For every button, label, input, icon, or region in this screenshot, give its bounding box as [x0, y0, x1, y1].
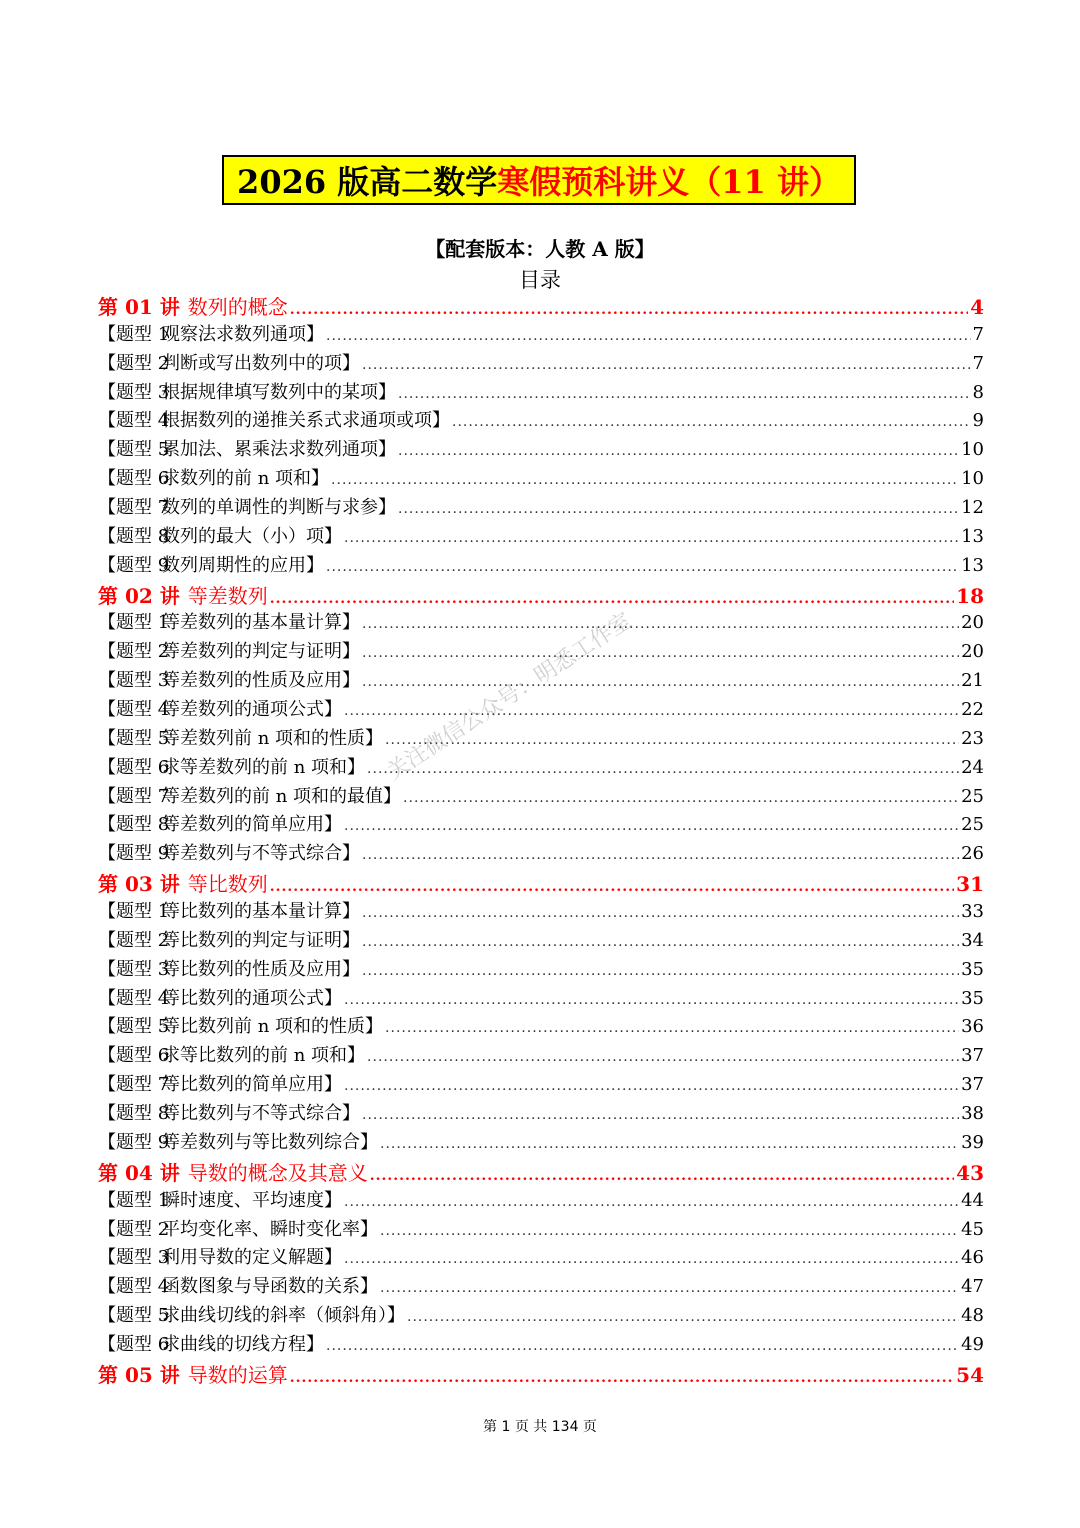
toc-leader-dots	[362, 963, 959, 979]
toc-leader-dots	[326, 1338, 959, 1354]
toc-page-number: 48	[961, 1305, 984, 1327]
toc-page-number: 35	[961, 958, 984, 980]
toc-leader-dots	[344, 703, 959, 719]
page-footer: 第 1 页 共 134 页	[483, 1419, 597, 1435]
toc-leader-dots	[398, 501, 959, 517]
toc-entry-name: 数列的最大（小）项】	[162, 525, 342, 547]
toc-entry-number: 第 03 讲	[98, 872, 180, 897]
toc-page-number: 47	[961, 1276, 984, 1298]
toc-page-number: 8	[972, 381, 984, 403]
toc-page-number: 54	[956, 1362, 984, 1387]
toc-entry-number: 【题型 9	[98, 843, 170, 865]
toc-type-row[interactable]	[98, 984, 984, 1013]
toc-entry-name: 等差数列的前 n 项和的最值】	[162, 785, 402, 807]
toc-entry-label	[98, 1099, 360, 1125]
toc-leader-dots	[362, 934, 959, 950]
toc-type-row[interactable]	[98, 753, 984, 782]
toc-entry-number: 【题型 1	[98, 901, 170, 923]
toc-entry-number: 【题型 4	[98, 987, 170, 1009]
toc-entry-name: 求曲线切线的斜率（倾斜角）】	[162, 1305, 405, 1327]
toc-type-row[interactable]	[98, 724, 984, 753]
toc-entry-name: 判断或写出数列中的项】	[162, 352, 360, 374]
toc-entry-label	[98, 464, 329, 490]
toc-entry-label	[98, 291, 288, 320]
toc-page-number: 34	[961, 929, 984, 951]
toc-leader-dots	[362, 674, 959, 690]
toc-entry-label	[98, 580, 268, 609]
toc-entry-name: 导数的运算	[187, 1362, 288, 1387]
toc-entry-name: 求数列的前 n 项和】	[162, 468, 330, 490]
toc-entry-number: 【题型 1	[98, 612, 170, 634]
toc-entry-number: 【题型 5	[98, 439, 170, 461]
toc-page-number: 25	[961, 785, 984, 807]
toc-entry-label	[98, 868, 268, 897]
title-part-red: 寒假预科讲义（11 讲）	[497, 163, 841, 201]
toc-page-number: 37	[961, 1074, 984, 1096]
toc-leader-dots	[398, 386, 971, 402]
toc-page-number: 22	[961, 699, 984, 721]
toc-page-number: 4	[970, 295, 984, 319]
toc-chapter-row[interactable]	[98, 291, 984, 320]
toc-entry-label	[98, 349, 360, 375]
toc-page-number: 7	[972, 352, 984, 374]
toc-entry-number: 【题型 8	[98, 1103, 170, 1125]
toc-type-row[interactable]	[98, 551, 984, 580]
toc-entry-name: 等差数列的判定与证明】	[162, 641, 360, 663]
toc-page-number: 44	[961, 1189, 984, 1211]
toc-entry-name: 平均变化率、瞬时变化率】	[162, 1218, 378, 1240]
toc-entry-name: 等比数列的性质及应用】	[162, 958, 360, 980]
toc-entry-label	[98, 695, 342, 721]
toc-page-number: 21	[961, 670, 984, 692]
toc-leader-dots	[385, 1020, 959, 1036]
toc-page-number: 46	[961, 1247, 984, 1269]
toc-leader-dots	[331, 472, 959, 488]
toc-leader-dots	[398, 443, 959, 459]
toc-entry-name: 函数图象与导函数的关系】	[162, 1276, 378, 1298]
toc-entry-label	[98, 1272, 378, 1298]
toc-entry-number: 【题型 3	[98, 381, 170, 403]
toc-entry-name: 利用导数的定义解题】	[162, 1247, 342, 1269]
toc-entry-number: 【题型 9	[98, 1131, 170, 1153]
title-part-black: 2026 版高二数学	[237, 163, 498, 201]
toc-entry-name: 求曲线的切线方程】	[162, 1333, 324, 1355]
toc-entry-label	[98, 608, 360, 634]
toc-entry-label	[98, 984, 342, 1010]
toc-leader-dots	[270, 879, 954, 895]
toc-leader-dots	[362, 905, 959, 921]
toc-chapter-row[interactable]	[98, 1359, 984, 1388]
toc-type-row[interactable]	[98, 1070, 984, 1099]
toc-entry-label	[98, 493, 396, 519]
toc-type-row[interactable]	[98, 406, 984, 435]
toc-type-row[interactable]	[98, 695, 984, 724]
toc-entry-name: 求等比数列的前 n 项和】	[162, 1045, 366, 1067]
toc-entry-number: 第 04 讲	[98, 1160, 180, 1185]
toc-entry-name: 等差数列与等比数列综合】	[162, 1131, 378, 1153]
toc-entry-name: 观察法求数列通项】	[162, 323, 324, 345]
toc-entry-label	[98, 320, 324, 346]
toc-entry-label	[98, 1330, 324, 1356]
toc-entry-name: 等差数列与不等式综合】	[162, 843, 360, 865]
toc-entry-number: 【题型 6	[98, 756, 170, 778]
toc-type-row[interactable]	[98, 464, 984, 493]
toc-type-row[interactable]	[98, 435, 984, 464]
toc-entry-number: 【题型 3	[98, 958, 170, 980]
toc-page-number: 13	[961, 525, 984, 547]
toc-entry-label	[98, 955, 360, 981]
toc-chapter-row[interactable]	[98, 580, 984, 609]
toc-page-number: 20	[961, 612, 984, 634]
toc-page-number: 23	[961, 727, 984, 749]
toc-entry-label	[98, 897, 360, 923]
toc-entry-number: 【题型 5	[98, 1016, 170, 1038]
toc-page-number: 35	[961, 987, 984, 1009]
toc-leader-dots	[344, 818, 959, 834]
toc-leader-dots	[362, 1107, 959, 1123]
toc-type-row[interactable]	[98, 839, 984, 868]
toc-type-row[interactable]	[98, 1272, 984, 1301]
toc-entry-label	[98, 1359, 288, 1388]
toc-type-row[interactable]	[98, 522, 984, 551]
toc-entry-name: 求等差数列的前 n 项和】	[162, 756, 366, 778]
toc-entry-name: 累加法、累乘法求数列通项】	[162, 439, 396, 461]
toc-entry-number: 【题型 9	[98, 554, 170, 576]
toc-entry-number: 【题型 2	[98, 352, 170, 374]
toc-entry-label	[98, 406, 450, 432]
toc-entry-number: 【题型 2	[98, 929, 170, 951]
toc-page-number: 45	[961, 1218, 984, 1240]
toc-entry-name: 等差数列	[187, 583, 268, 608]
toc-leader-dots	[380, 1136, 959, 1152]
toc-page-number: 20	[961, 641, 984, 663]
toc-entry-number: 第 02 讲	[98, 583, 180, 608]
toc-entry-name: 数列周期性的应用】	[162, 554, 324, 576]
toc-entry-name: 数列的单调性的判断与求参】	[162, 497, 396, 519]
toc-type-row[interactable]	[98, 637, 984, 666]
toc-page-number: 13	[961, 554, 984, 576]
toc-leader-dots	[370, 1168, 954, 1184]
toc-entry-number: 【题型 5	[98, 727, 170, 749]
toc-entry-name: 等差数列的简单应用】	[162, 814, 342, 836]
toc-type-row[interactable]	[98, 810, 984, 839]
toc-chapter-row[interactable]	[98, 868, 984, 897]
toc-leader-dots	[403, 790, 959, 806]
toc-entry-number: 【题型 8	[98, 525, 170, 547]
toc-entry-number: 【题型 6	[98, 468, 170, 490]
toc-leader-dots	[344, 1251, 959, 1267]
table-of-contents	[98, 291, 984, 1388]
toc-leader-dots	[290, 1370, 954, 1386]
toc-entry-name: 等比数列的基本量计算】	[162, 901, 360, 923]
toc-entry-name: 数列的概念	[187, 295, 288, 319]
toc-entry-number: 【题型 6	[98, 1333, 170, 1355]
toc-page-number: 36	[961, 1016, 984, 1038]
toc-entry-number: 【题型 2	[98, 641, 170, 663]
toc-page-number: 31	[956, 872, 984, 897]
toc-leader-dots	[362, 645, 959, 661]
toc-entry-label	[98, 435, 396, 461]
toc-type-row[interactable]	[98, 1243, 984, 1272]
toc-entry-number: 【题型 8	[98, 814, 170, 836]
toc-type-row[interactable]	[98, 1330, 984, 1359]
toc-type-row[interactable]	[98, 1301, 984, 1330]
toc-entry-label	[98, 839, 360, 865]
toc-entry-label	[98, 637, 360, 663]
toc-entry-label	[98, 1215, 378, 1241]
toc-page-number: 10	[961, 439, 984, 461]
toc-leader-dots	[344, 530, 959, 546]
toc-entry-number: 【题型 4	[98, 1276, 170, 1298]
toc-chapter-row[interactable]	[98, 1157, 984, 1186]
toc-leader-dots	[344, 992, 959, 1008]
toc-page-number: 7	[972, 323, 984, 345]
toc-entry-label	[98, 666, 360, 692]
toc-entry-label	[98, 551, 324, 577]
toc-entry-name: 等比数列	[187, 872, 268, 897]
toc-type-row[interactable]	[98, 926, 984, 955]
toc-entry-name: 等差数列前 n 项和的性质】	[162, 727, 384, 749]
toc-leader-dots	[362, 616, 959, 632]
toc-leader-dots	[407, 1309, 959, 1325]
toc-page-number: 26	[961, 843, 984, 865]
toc-entry-label	[98, 1128, 378, 1154]
toc-page-number: 39	[961, 1131, 984, 1153]
toc-entry-number: 【题型 4	[98, 699, 170, 721]
toc-type-row[interactable]	[98, 666, 984, 695]
toc-leader-dots	[326, 328, 971, 344]
toc-entry-number: 【题型 7	[98, 497, 170, 519]
toc-entry-label	[98, 724, 383, 750]
toc-type-row[interactable]	[98, 955, 984, 984]
toc-page-number: 24	[961, 756, 984, 778]
toc-leader-dots	[452, 414, 971, 430]
toc-page-number: 10	[961, 468, 984, 490]
toc-leader-dots	[380, 1223, 959, 1239]
toc-entry-label	[98, 1070, 342, 1096]
toc-entry-number: 【题型 7	[98, 1074, 170, 1096]
toc-page-number: 18	[956, 583, 984, 608]
toc-entry-name: 等差数列的性质及应用】	[162, 670, 360, 692]
toc-entry-label	[98, 926, 360, 952]
toc-entry-number: 【题型 3	[98, 1247, 170, 1269]
toc-type-row[interactable]	[98, 1215, 984, 1244]
toc-entry-name: 等比数列的通项公式】	[162, 987, 342, 1009]
toc-heading: 目录	[519, 268, 561, 292]
toc-type-row[interactable]	[98, 1012, 984, 1041]
toc-type-row[interactable]	[98, 897, 984, 926]
toc-type-row[interactable]	[98, 1099, 984, 1128]
toc-leader-dots	[362, 357, 971, 373]
toc-entry-label	[98, 753, 365, 779]
toc-entry-label	[98, 522, 342, 548]
toc-type-row[interactable]	[98, 378, 984, 407]
watermark: 关注微信公众号：明悉工作室	[382, 608, 637, 786]
toc-page-number: 9	[972, 410, 984, 432]
toc-entry-number: 【题型 1	[98, 1189, 170, 1211]
toc-leader-dots	[380, 1280, 959, 1296]
toc-entry-name: 根据规律填写数列中的某项】	[162, 381, 396, 403]
toc-entry-number: 【题型 5	[98, 1305, 170, 1327]
toc-leader-dots	[290, 302, 968, 318]
toc-leader-dots	[344, 1194, 959, 1210]
toc-entry-name: 等差数列的通项公式】	[162, 699, 342, 721]
toc-entry-label	[98, 378, 396, 404]
toc-entry-label	[98, 1041, 365, 1067]
toc-page-number: 37	[961, 1045, 984, 1067]
toc-page-number: 43	[956, 1160, 984, 1185]
toc-type-row[interactable]	[98, 782, 984, 811]
toc-entry-name: 等差数列的基本量计算】	[162, 612, 360, 634]
edition-subtitle: 【配套版本：人教 A 版】	[425, 237, 655, 261]
toc-entry-name: 瞬时速度、平均速度】	[162, 1189, 342, 1211]
toc-entry-name: 等比数列的判定与证明】	[162, 929, 360, 951]
toc-entry-name: 导数的概念及其意义	[187, 1160, 368, 1185]
toc-leader-dots	[270, 591, 954, 607]
toc-entry-number: 【题型 4	[98, 410, 170, 432]
toc-type-row[interactable]	[98, 1128, 984, 1157]
toc-entry-label	[98, 1157, 368, 1186]
toc-entry-number: 第 05 讲	[98, 1362, 180, 1387]
toc-page-number: 33	[961, 901, 984, 923]
toc-entry-name: 等比数列前 n 项和的性质】	[162, 1016, 384, 1038]
toc-page-number: 12	[961, 497, 984, 519]
toc-type-row[interactable]	[98, 1041, 984, 1070]
toc-entry-number: 【题型 1	[98, 323, 170, 345]
toc-entry-name: 等比数列的简单应用】	[162, 1074, 342, 1096]
document-title	[222, 155, 856, 205]
toc-page-number: 49	[961, 1333, 984, 1355]
toc-entry-number: 【题型 7	[98, 785, 170, 807]
toc-leader-dots	[367, 761, 959, 777]
toc-type-row[interactable]	[98, 320, 984, 349]
toc-leader-dots	[344, 1078, 959, 1094]
toc-entry-number: 第 01 讲	[98, 295, 180, 319]
toc-type-row[interactable]	[98, 608, 984, 637]
toc-entry-label	[98, 1243, 342, 1269]
toc-entry-number: 【题型 3	[98, 670, 170, 692]
toc-type-row[interactable]	[98, 349, 984, 378]
toc-type-row[interactable]	[98, 493, 984, 522]
toc-entry-label	[98, 1186, 342, 1212]
toc-entry-number: 【题型 6	[98, 1045, 170, 1067]
toc-entry-label	[98, 1012, 383, 1038]
toc-entry-name: 等比数列与不等式综合】	[162, 1103, 360, 1125]
toc-entry-number: 【题型 2	[98, 1218, 170, 1240]
toc-leader-dots	[367, 1049, 959, 1065]
toc-type-row[interactable]	[98, 1186, 984, 1215]
toc-leader-dots	[362, 847, 959, 863]
toc-page-number: 25	[961, 814, 984, 836]
toc-leader-dots	[326, 559, 959, 575]
toc-page-number: 38	[961, 1103, 984, 1125]
toc-leader-dots	[385, 732, 959, 748]
toc-entry-label	[98, 810, 342, 836]
toc-entry-label	[98, 1301, 405, 1327]
toc-entry-label	[98, 782, 401, 808]
toc-entry-name: 根据数列的递推关系式求通项或项】	[162, 410, 450, 432]
